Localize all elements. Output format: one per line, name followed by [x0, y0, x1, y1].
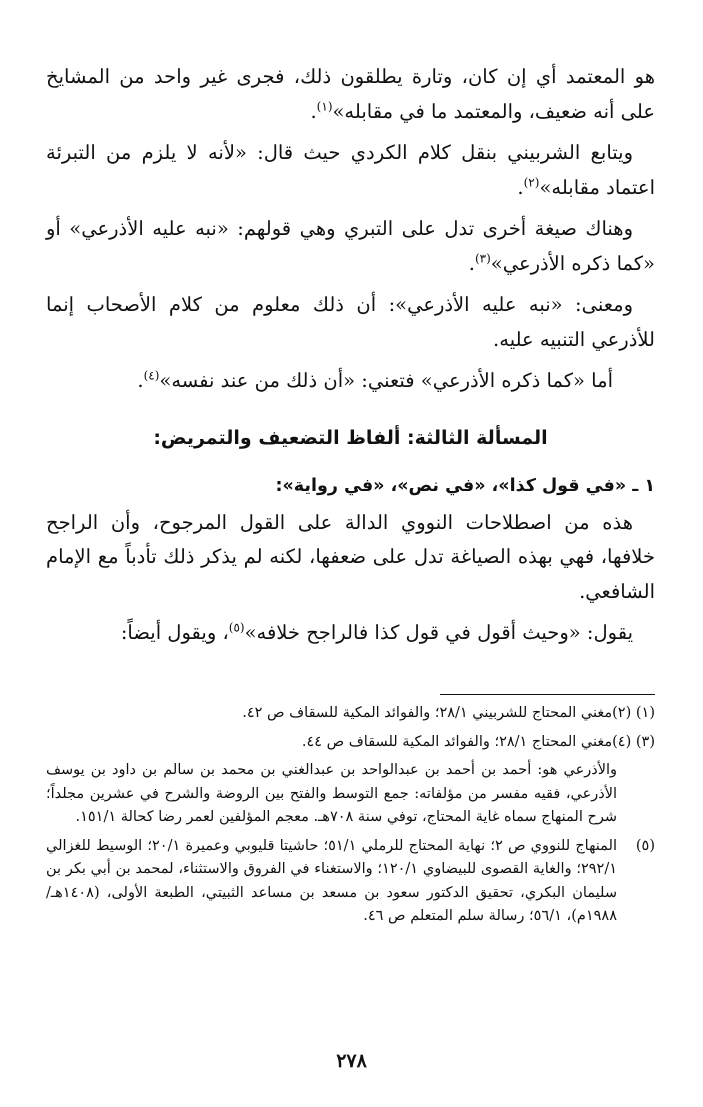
footnote-separator [440, 694, 655, 695]
paragraph-end: . [517, 175, 524, 199]
paragraph [46, 212, 655, 281]
paragraph-text: ويتابع الشربيني بنقل كلام الكردي حيث قال: «لأنه لا يلزم من التبرئة اعتماد مقابله» [46, 141, 655, 199]
footnote-text: المنهاج للنووي ص ٢؛ نهاية المحتاج للرملي ٥١/١؛ حاشيتا قليوبي وعميرة ٢٠/١؛ الوسيط للغزالي ٢٩٢/١؛ والغاية القصوى للبيضاوي ١٢٠/١؛ والاستغناء في الفروق والاستثناء، لمحمد بن أبي بكر بن سليمان البكري، تحقيق الدكتور سعود بن مسعد بن مساعد الثبيتي، الطبعة الأولى، (١٤٠٨هـ/١٩٨٨م)، ٥٦/١؛ رسالة سلم المتعلم ص ٤٦. [46, 837, 617, 924]
paragraph [46, 136, 655, 205]
footnote [46, 835, 655, 929]
paragraph-end: . [310, 99, 317, 123]
paragraph [46, 288, 655, 357]
paragraph-end: ، ويقول أيضاً: [120, 621, 229, 644]
footnote-text: مغني المحتاج للشربيني ٢٨/١؛ والفوائد المكية للسقاف ص ٤٢. [242, 705, 613, 721]
footnote-ref: (٢) [523, 175, 540, 189]
footnote-ref: (٣) [474, 251, 491, 265]
sub-heading: ١ ـ «في قول كذا»، «في نص»، «في رواية»: [275, 476, 655, 496]
footnote [46, 731, 655, 755]
footnote-ref: (٥) [228, 620, 245, 635]
footnote-number: (١) (٢) [612, 705, 655, 721]
footnotes [46, 702, 655, 934]
paragraph-text: هو المعتمد أي إن كان، وتارة يطلقون ذلك، فجرى غير واحد من المشايخ على أنه ضعيف، والمعتمد ما في مقابله» [46, 65, 655, 123]
section-heading: المسألة الثالثة: ألفاظ التضعيف والتمريض: [153, 426, 548, 449]
paragraph-end: . [468, 251, 475, 275]
paragraph-text: ومعنى: «نبه عليه الأذرعي»: أن ذلك معلوم من كلام الأصحاب إنما للأذرعي التنبيه عليه. [46, 293, 655, 351]
paragraph [46, 506, 655, 610]
paragraph [46, 364, 655, 399]
footnote [46, 702, 655, 726]
footnote-ref: (٤) [143, 368, 160, 383]
footnote-continuation: والأذرعي هو: أحمد بن أحمد بن عبدالواحد بن عبدالغني بن محمد بن سالم بن داود بن يوسف الأذرعي، فقيه مفسر من مؤلفاته: جمع التوسط والفتح بين الروضة والشرح في عشرين مجلداً؛ شرح المنهاج سماه غاية المحتاج، توفي سنة ٧٠٨هـ. معجم المؤلفين لعمر رضا كحالة ١٥١/١. [46, 762, 617, 825]
footnote-ref: (١) [316, 99, 333, 113]
paragraph [46, 616, 655, 651]
paragraph-end: . [137, 369, 144, 392]
footnote-text: مغني المحتاج ٢٨/١؛ والفوائد المكية للسقاف ص ٤٤. [301, 733, 613, 750]
main-text [46, 60, 655, 658]
paragraph-text: أما «كما ذكره الأذرعي» فتعني: «أن ذلك من عند نفسه» [159, 369, 613, 392]
paragraph-text: هذه من اصطلاحات النووي الدالة على القول المرجوح، وأن الراجح خلافها، فهي بهذه الصياغة تدل على ضعفها، لكنه لم يذكر ذلك تأدباً مع الإمام الشافعي. [46, 510, 655, 603]
page-number: ٢٧٨ [336, 1050, 367, 1072]
paragraph-text: يقول: «وحيث أقول في قول كذا فالراجح خلافه» [244, 621, 633, 644]
paragraph-text: وهناك صيغة أخرى تدل على التبري وهي قولهم: «نبه عليه الأذرعي» أو «كما ذكره الأذرعي» [46, 217, 655, 275]
paragraph [46, 60, 655, 129]
footnote-number: (٣) (٤) [612, 733, 655, 750]
footnote-number: (٥) [635, 837, 655, 854]
